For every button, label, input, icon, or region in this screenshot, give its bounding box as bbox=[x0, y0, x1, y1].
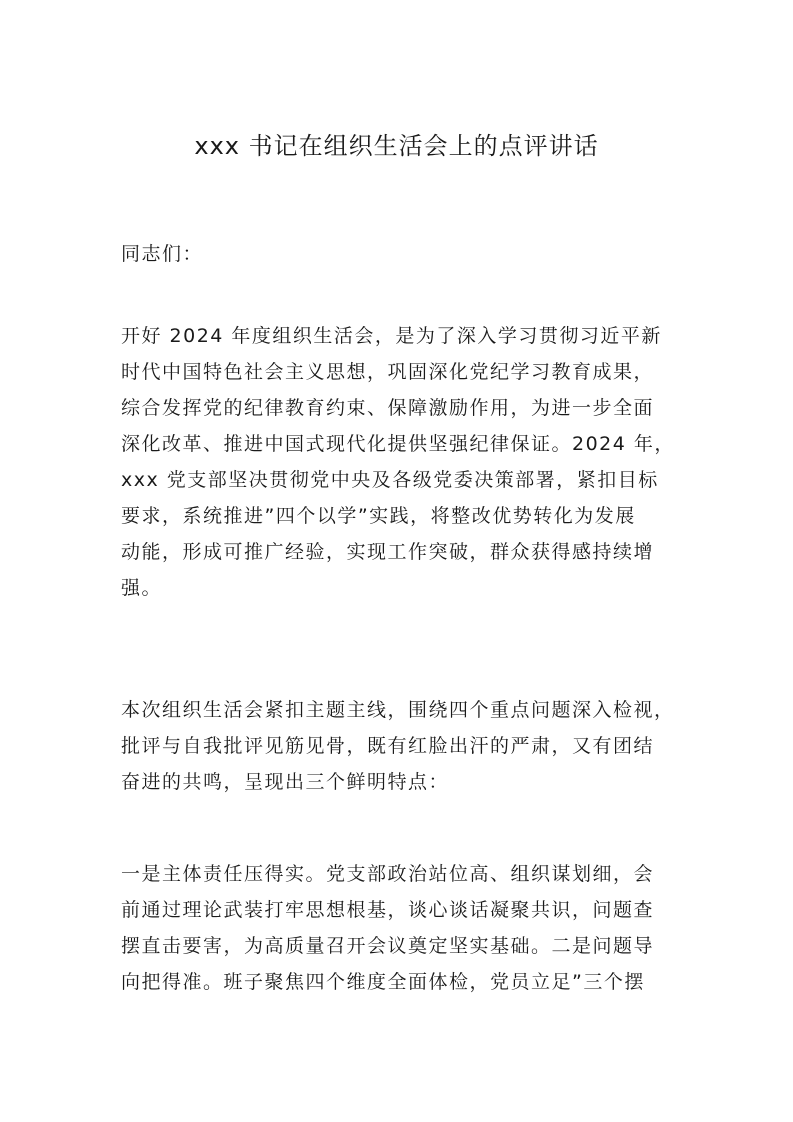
paragraph-line: 批评与自我批评见筋见骨，既有红脸出汗的严肃，又有团结 bbox=[121, 735, 655, 757]
paragraph-line: 本次组织生活会紧扣主题主线，围绕四个重点问题深入检视， bbox=[121, 699, 675, 721]
paragraph-1 bbox=[121, 318, 686, 606]
paragraph-2 bbox=[121, 692, 686, 800]
paragraph-line: 时代中国特色社会主义思想，巩固深化党纪学习教育成果， bbox=[121, 361, 655, 383]
paragraph-line: xxx 党支部坚决贯彻党中央及各级党委决策部署，紧扣目标 bbox=[121, 469, 659, 491]
paragraph-line: 综合发挥党的纪律教育约束、保障激励作用，为进一步全面 bbox=[121, 397, 655, 419]
paragraph-line: 开好 2024 年度组织生活会，是为了深入学习贯彻习近平新 bbox=[121, 325, 662, 347]
paragraph-line: 奋进的共鸣，呈现出三个鲜明特点： bbox=[121, 771, 450, 793]
paragraph-line: 摆直击要害，为高质量召开会议奠定坚实基础。二是问题导 bbox=[121, 935, 655, 957]
paragraph-line: 一是主体责任压得实。党支部政治站位高、组织谋划细，会 bbox=[121, 863, 655, 885]
paragraph-line: 前通过理论武装打牢思想根基，谈心谈话凝聚共识，问题查 bbox=[121, 899, 655, 921]
paragraph-line: 强。 bbox=[121, 577, 163, 599]
paragraph-line: 深化改革、推进中国式现代化提供坚强纪律保证。2024 年， bbox=[121, 433, 675, 455]
paragraph-line: 动能，形成可推广经验，实现工作突破，群众获得感持续增 bbox=[121, 541, 655, 563]
paragraph-line: 要求，系统推进”四个以学”实践，将整改优势转化为发展 bbox=[121, 505, 636, 527]
greeting: 同志们： bbox=[121, 243, 204, 265]
document-title: xxx 书记在组织生活会上的点评讲话 bbox=[194, 132, 599, 160]
paragraph-line: 向把得准。班子聚焦四个维度全面体检，党员立足”三个摆 bbox=[121, 971, 645, 993]
paragraph-3 bbox=[121, 856, 686, 1000]
